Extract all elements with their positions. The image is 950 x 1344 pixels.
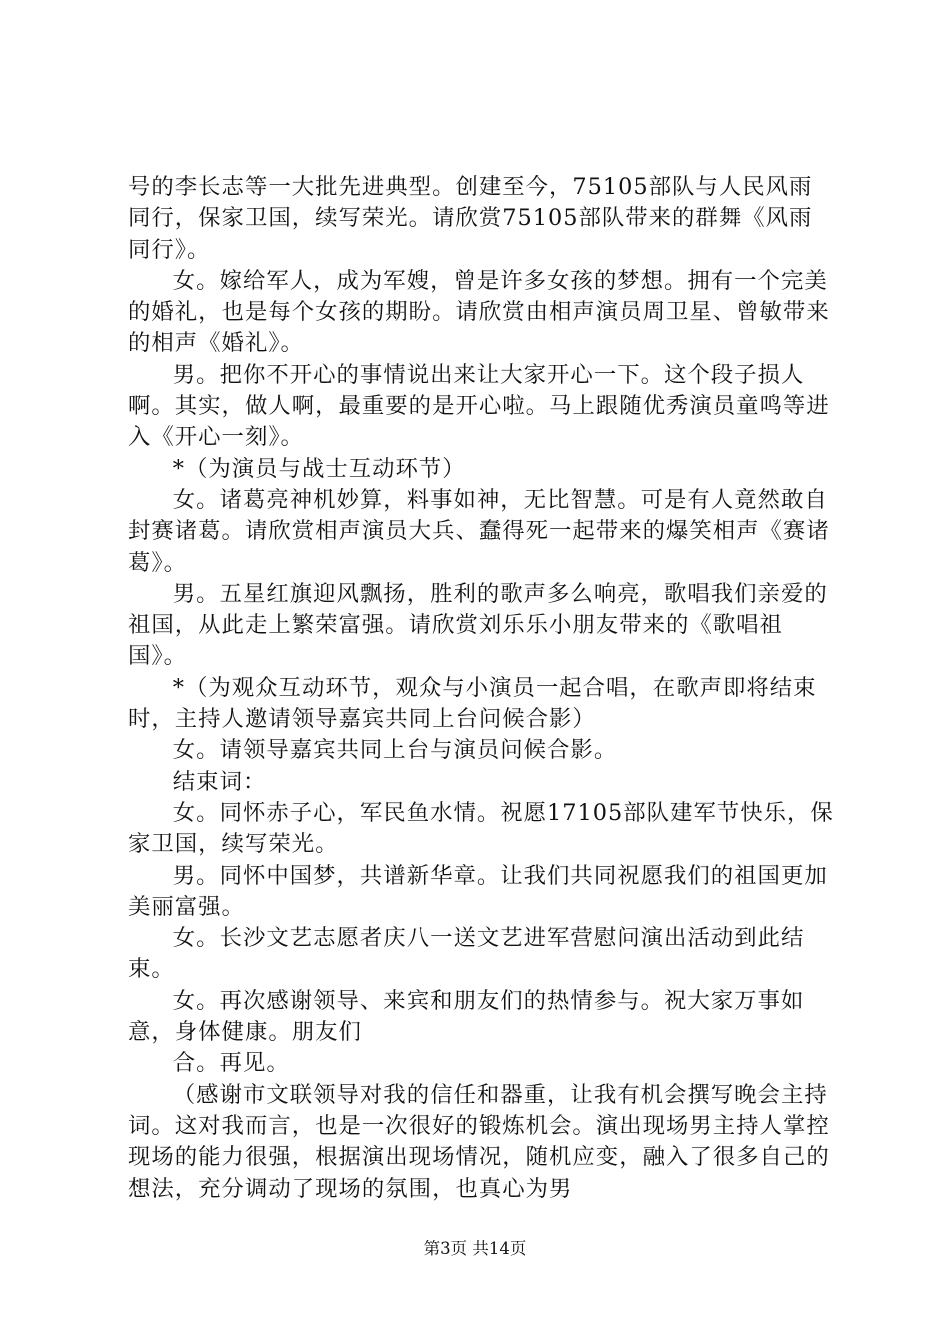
paragraph-11: 男。同怀中国梦，共谱新华章。让我们共同祝愿我们的祖国更加美丽富强。: [128, 862, 828, 920]
paragraph-3: 男。把你不开心的事情说出来让大家开心一下。这个段子损人啊。其实，做人啊，最重要的是开心啦。马上跟随优秀演员童鸣等进入《开心一刻》。: [128, 361, 830, 451]
paragraph-15: （感谢市文联领导对我的信任和器重，让我有机会撰写晚会主持词。这对我而言，也是一次很好的锻炼机会。演出现场男主持人掌控现场的能力很强，根据演出现场情况，随机应变，融入了很多自己的想法，充分调动了现场的氛围，也真心为男: [128, 1081, 830, 1202]
paragraph-5: 女。诸葛亮神机妙算，料事如神，无比智慧。可是有人竟然敢自封赛诸葛。请欣赏相声演员大兵、蠢得死一起带来的爆笑相声《赛诸葛》。: [128, 486, 830, 576]
paragraph-10: 女。同怀赤子心，军民鱼水情。祝愿17105部队建军节快乐，保家卫国，续写荣光。: [128, 799, 834, 858]
page-number-footer: 第3页 共14页: [423, 1239, 527, 1258]
paragraph-1: 号的李长志等一大批先进典型。创建至今，75105部队与人民风雨同行，保家卫国，续写荣光。请欣赏75105部队带来的群舞《风雨同行》。: [128, 174, 813, 263]
paragraph-13: 女。再次感谢领导、来宾和朋友们的热情参与。祝大家万事如意，身体健康。朋友们: [128, 987, 805, 1046]
paragraph-7: *（为观众互动环节，观众与小演员一起合唱，在歌声即将结束时，主持人邀请领导嘉宾共同上台问候合影）: [128, 674, 817, 733]
document-body: [128, 172, 834, 1205]
paragraph-6: 男。五星红旗迎风飘扬，胜利的歌声多么响亮，歌唱我们亲爱的祖国，从此走上繁荣富强。请欣赏刘乐乐小朋友带来的《歌唱祖国》。: [128, 580, 828, 670]
paragraph-8: 女。请领导嘉宾共同上台与演员问候合影。: [172, 737, 618, 764]
paragraph-14: 合。再见。: [172, 1050, 290, 1077]
closing-heading: 结束词：: [172, 768, 267, 795]
paragraph-12: 女。长沙文艺志愿者庆八一送文艺进军营慰问演出活动到此结束。: [128, 925, 805, 983]
paragraph-4: *（为演员与战士互动环节）: [172, 455, 466, 482]
paragraph-2: 女。嫁给军人，成为军嫂，曾是许多女孩的梦想。拥有一个完美的婚礼，也是每个女孩的期盼。请欣赏由相声演员周卫星、曾敏带来的相声《婚礼》。: [128, 267, 830, 357]
